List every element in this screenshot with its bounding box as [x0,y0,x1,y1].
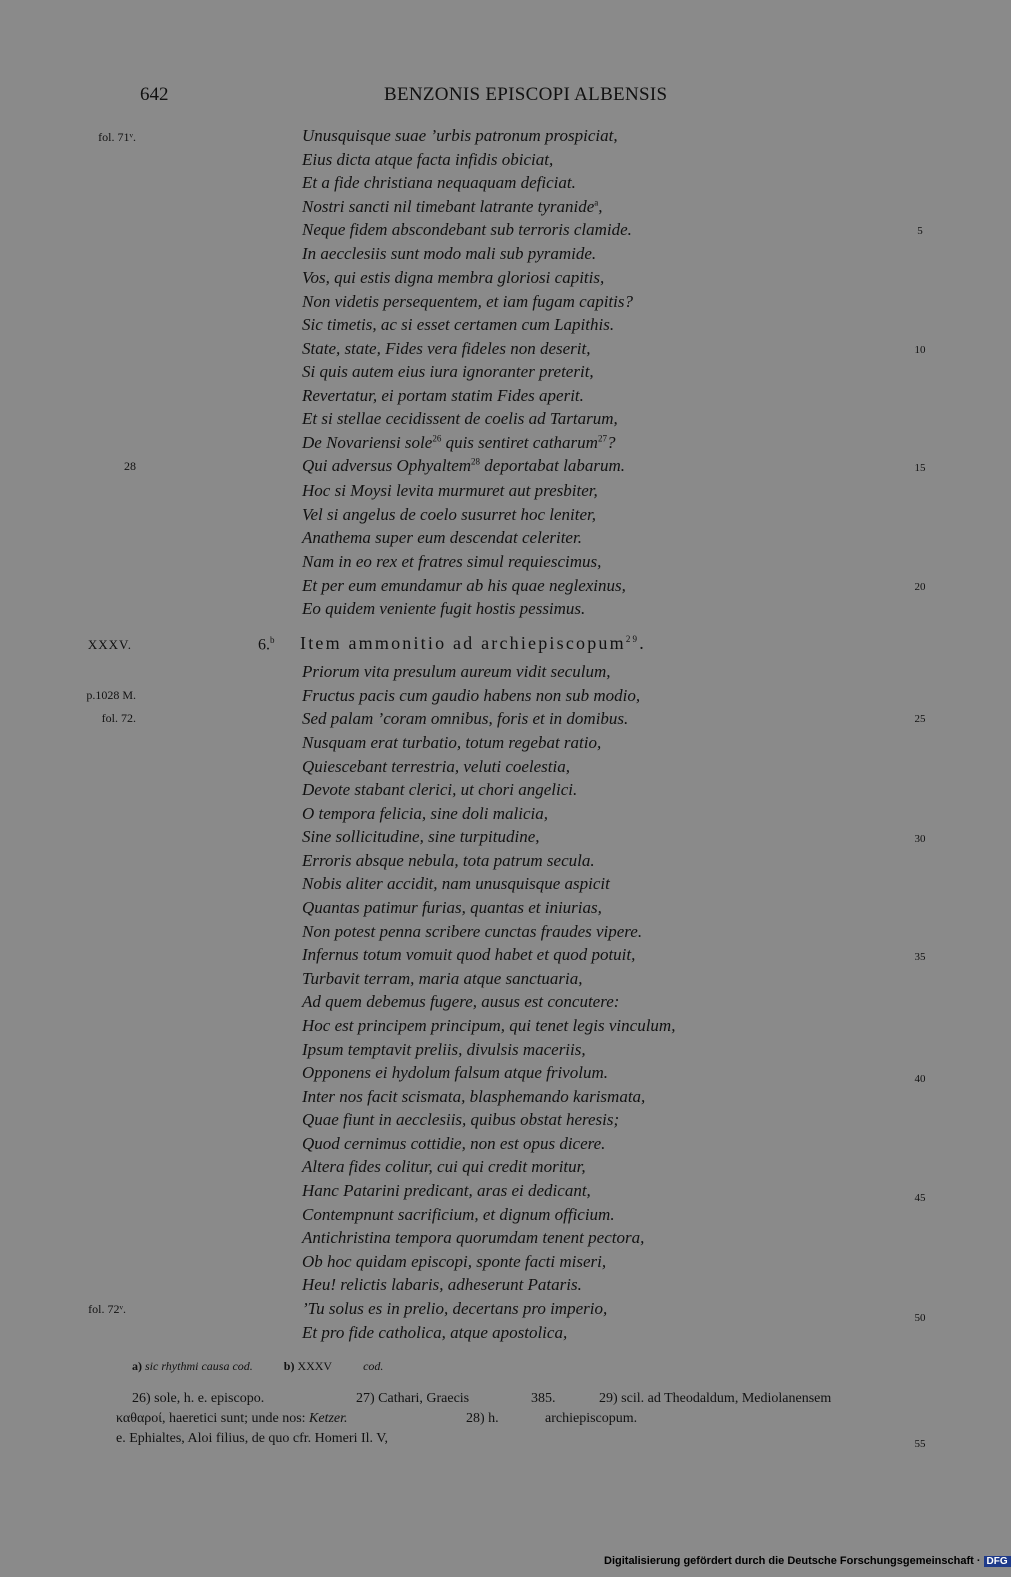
apparatus-label: b) [283,1359,295,1373]
apparatus-marker: b [270,635,275,645]
verse-line: Contempnunt sacrificium, et dignum officium. [302,1205,615,1224]
footnote-text-italic: Ketzer. [309,1411,348,1426]
section-number-text: 6. [258,636,270,654]
section-title-text: Item ammonitio ad archiepiscopum [300,633,626,653]
verse-line: Fructus pacis cum gaudio habens non sub modio, [302,686,641,705]
verse-line: Priorum vita presulum aureum vidit seculum, [302,662,611,681]
dfg-logo: DFG [984,1556,1011,1567]
verse-line: Anathema super eum descendat celeriter. [302,528,582,547]
apparatus-text: sic rhythmi causa cod. [145,1359,253,1373]
apparatus-text: cod. [360,1359,384,1373]
apparatus-note-b [284,1359,384,1373]
footnote-28-cont: e. Ephialtes, Aloi filius, de quo cfr. Homeri Il. V, [116,1431,389,1446]
verse-line: Et per eum emundamur ab his quae neglexinus, [302,576,626,595]
verse-line: Revertatur, ei portam statim Fides aperit. [302,386,584,405]
digitization-credit [604,1555,1011,1567]
verse-line: Et a fide christiana nequaquam deficiat. [302,173,576,192]
critical-apparatus [132,1359,411,1374]
verse-text: deportabat labarum. [480,456,626,475]
verse-text: quis sentiret catharum [441,433,598,452]
verse-text: Qui adversus Ophyaltem [302,456,472,475]
running-head: BENZONIS EPISCOPI ALBENSIS [384,84,668,105]
verse-line: Et pro fide catholica, atque apostolica, [302,1323,568,1342]
verse-line: Devote stabant clerici, ut chori angelici. [302,780,578,799]
verse-line: Heu! relictis labaris, adheserunt Pataris. [302,1275,582,1294]
verse-line: Hoc est principem principum, qui tenet legis vinculum, [302,1016,676,1035]
apparatus-marker: a [594,197,599,208]
line-number: 25 [914,713,926,725]
verse-line: Sic timetis, ac si esset certamen cum Lapithis. [302,315,615,334]
line-number: 5 [917,225,923,237]
footnote-28: 28) h. [466,1411,499,1426]
verse-line: Inter nos facit scismata, blasphemando karismata, [302,1087,646,1106]
verse-line: Opponens ei hydolum falsum atque frivolum. [302,1063,608,1082]
verse-line: In aecclesiis sunt modo mali sub pyramide. [302,244,597,263]
verse-line: Antichristina tempora quorumdam tenent pectora, [302,1228,645,1247]
line-number: 45 [914,1192,926,1204]
section-title [300,633,646,654]
line-number: 30 [914,833,926,845]
verse-text: De Novariensi sole [302,433,433,452]
footnote-29: 29) scil. ad Theodaldum, Mediolanensem [599,1391,832,1406]
verse-line: Eius dicta atque facta infidis obiciat, [302,150,554,169]
verse-line: Quiescebant terrestria, veluti coelestia, [302,757,570,776]
verse-line: O tempora felicia, sine doli malicia, [302,804,548,823]
verse-line: Sed palam ’coram omnibus, foris et in domibus. [302,709,629,728]
verse-line: Ad quem debemus fugere, ausus est concutere: [302,992,620,1011]
verse-line: Altera fides colitur, cui qui credit moritur, [302,1157,586,1176]
verse-line [302,433,615,453]
verse-line: Turbavit terram, maria atque sanctuaria, [302,969,583,988]
footnote-27-ref: 385. [531,1391,556,1406]
verse-line: Quod cernimus cottidie, non est opus dicere. [302,1134,606,1153]
page-number: 642 [140,84,169,105]
verse-line: Ob hoc quidam episcopi, sponte facti miseri, [302,1252,607,1271]
verse-line: Infernus totum vomuit quod habet et quod potuit, [302,945,636,964]
footnote-29-cont: archiepiscopum. [545,1411,638,1426]
margin-p1028: p.1028 M. [86,688,136,702]
footnote-marker: 29 [625,634,640,644]
line-number: 10 [914,344,926,356]
verse-text: Nostri sancti nil timebant latrante tyranide [302,197,595,216]
verse-line: Non videtis persequentem, et iam fugam capitis? [302,292,633,311]
verse-line: Si quis autem eius iura ignoranter preterit, [302,362,594,381]
footnote-text: καθαροί, haeretici sunt; unde nos: [116,1411,306,1426]
verse-line [302,456,625,476]
apparatus-text: XXXV [297,1359,333,1373]
apparatus-note-a [132,1359,253,1373]
line-number: 50 [914,1312,926,1324]
verse-line: Eo quidem veniente fugit hostis pessimus. [302,599,586,618]
verse-line: Vel si angelus de coelo susurret hoc leniter, [302,505,596,524]
verse-line: Non potest penna scribere cunctas fraudes vipere. [302,922,643,941]
verse-line: Hanc Patarini predicant, aras ei dedicant, [302,1181,591,1200]
verse-line: Nobis aliter accidit, nam unusquisque aspicit [302,874,610,893]
footnote-marker: 26 [432,433,442,444]
apparatus-label: a) [132,1359,142,1373]
margin-fol-72: fol. 72. [101,711,136,725]
verse-line: State, state, Fides vera fideles non deserit, [302,339,591,358]
verse-line: Neque fidem abscondebant sub terroris clamide. [302,220,632,239]
verse-line: Et si stellae cecidissent de coelis ad Tartarum, [302,409,618,428]
section-roman-numeral: XXXV. [87,637,132,652]
verse-line: Quantas patimur furias, quantas et iniurias, [302,898,602,917]
line-number: 40 [914,1073,926,1085]
margin-fol-71v: fol. 71ᵛ. [98,130,136,144]
margin-fol-72v: fol. 72ᵛ. [88,1302,126,1316]
verse-line: Ipsum temptavit preliis, divulsis maceriis, [302,1040,586,1059]
verse-line: Nostri sancti nil timebant latrante tyranide$^a$, [302,197,603,216]
section-number [258,635,275,654]
margin-ref-28: 28 [124,459,136,473]
verse-line: Hoc si Moysi levita murmuret aut presbiter, [302,481,598,500]
verse-line: Quae fiunt in aecclesiis, quibus obstat heresis; [302,1110,620,1129]
section-title-end: . [639,633,646,653]
verse-line: Nam in eo rex et fratres simul requiescimus, [302,552,602,571]
footnote-marker: 27 [597,433,607,444]
footnote-27-cont [116,1411,348,1427]
verse-line: Vos, qui estis digna membra gloriosi capitis, [302,268,605,287]
verse-line: Unusquisque suae ’urbis patronum prospiciat, [302,126,618,145]
line-number: 15 [914,462,926,474]
credit-text: Digitalisierung gefördert durch die Deutsche Forschungsgemeinschaft · [604,1555,981,1567]
verse-line: ’Tu solus es in prelio, decertans pro imperio, [302,1299,608,1318]
footnote-26: 26) sole, h. e. episcopo. [132,1391,265,1406]
line-number: 55 [914,1438,926,1450]
line-number: 20 [914,581,926,593]
line-number: 35 [914,951,926,963]
verse-line: Erroris absque nebula, tota patrum secula. [302,851,595,870]
footnote-27: 27) Cathari, Graecis [356,1391,470,1406]
verse-text: ? [606,433,616,452]
verse-line: Nusquam erat turbatio, totum regebat ratio, [302,733,602,752]
verse-line: Sine sollicitudine, sine turpitudine, [302,827,540,846]
footnote-marker: 28 [471,456,481,467]
